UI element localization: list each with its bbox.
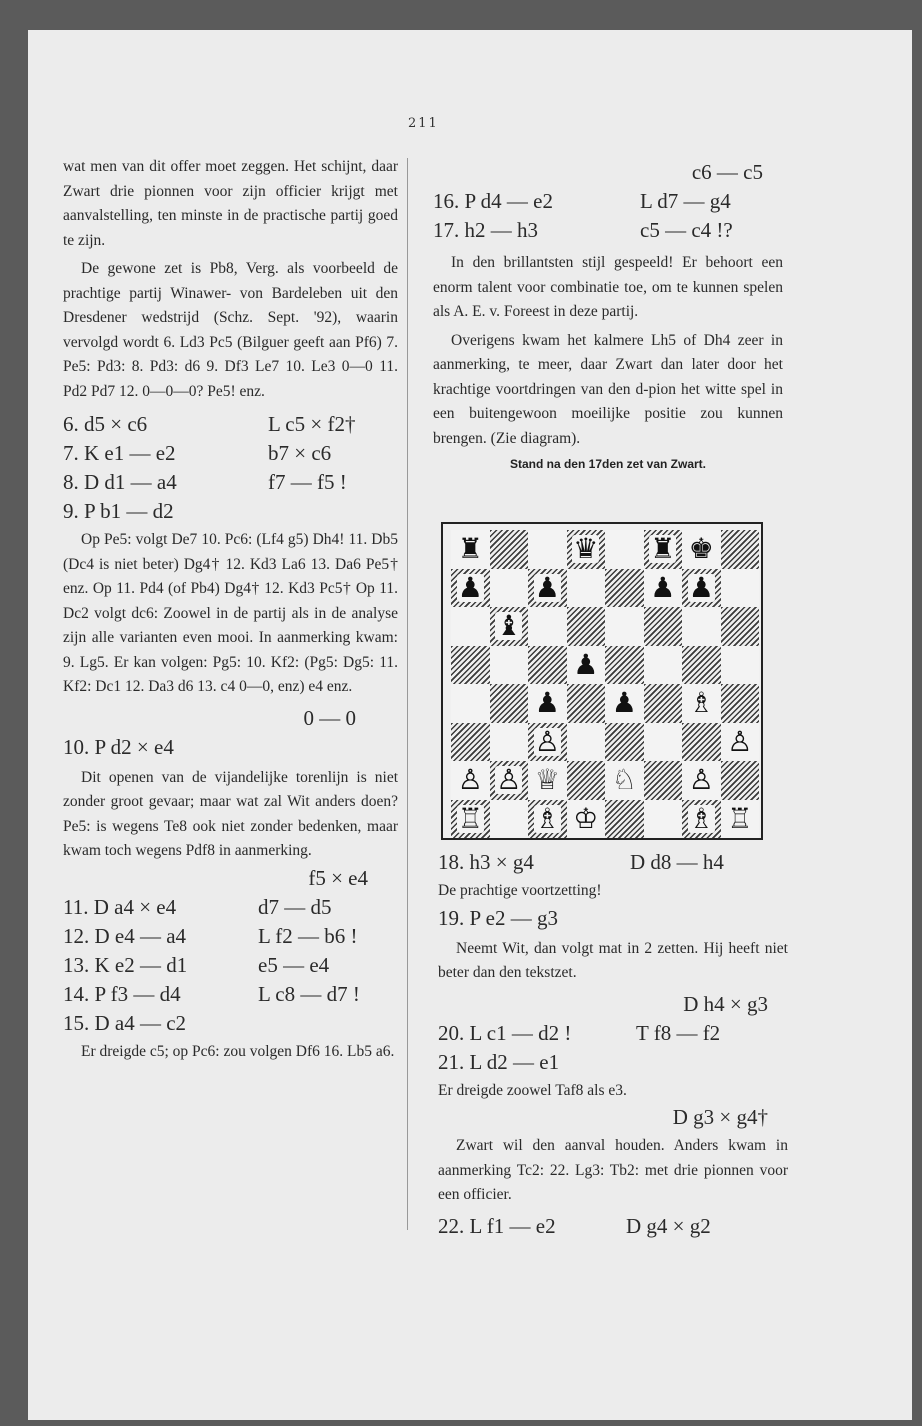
move-black: L c8 — d7 ! <box>258 981 360 1006</box>
board-square <box>528 646 567 685</box>
board-square <box>490 530 529 569</box>
white-king-icon: ♔ <box>573 801 599 835</box>
move-black: D g3 × g4† <box>672 1105 768 1129</box>
board-square <box>451 607 490 646</box>
diagram-title: Stand na den 17den zet van Zwart. <box>509 457 707 471</box>
black-pawn-icon: ♟ <box>611 686 637 720</box>
move-black: f5 × e4 <box>308 865 368 890</box>
black-queen-icon: ♛ <box>573 532 599 566</box>
move-black: D g4 × g2 <box>626 1213 711 1238</box>
move-white: 22. L f1 — e2 <box>438 1213 556 1238</box>
move-row <box>63 439 398 468</box>
black-pawn-icon: ♟ <box>457 570 483 604</box>
board-square <box>490 646 529 685</box>
board-square <box>528 800 567 839</box>
page-number: 211 <box>408 116 439 131</box>
board-square <box>451 530 490 569</box>
board-square <box>644 530 683 569</box>
board-square <box>451 684 490 723</box>
move-list <box>63 893 398 1038</box>
move-black: D h4 × g3 <box>683 991 768 1016</box>
move-white: 6. d5 × c6 <box>63 412 148 436</box>
board-square <box>605 569 644 608</box>
move-black: L f2 — b6 ! <box>258 923 358 948</box>
board-square <box>528 530 567 569</box>
black-rook-icon: ♜ <box>650 532 676 566</box>
move-row <box>63 410 398 439</box>
move-row <box>433 216 783 245</box>
column-divider <box>407 158 408 1230</box>
board-square <box>567 723 606 762</box>
paragraph: Zwart wil den aanval houden. Anders kwam in aanmerking Tc2: 22. Lg3: Tb2: met drie pionnen voor een officier. <box>438 1137 788 1203</box>
move-row <box>63 468 398 497</box>
move-white: 9. P b1 — d2 <box>63 499 174 523</box>
move-row <box>438 1019 788 1048</box>
white-knight-icon: ♘ <box>611 763 637 797</box>
move-black: b7 × c6 <box>268 441 332 465</box>
black-king-icon: ♚ <box>688 532 714 566</box>
board-square <box>721 607 760 646</box>
board-square <box>721 684 760 723</box>
black-pawn-icon: ♟ <box>650 570 676 604</box>
board-square <box>644 569 683 608</box>
move-row <box>63 893 398 922</box>
paragraph: De prachtige voortzetting! <box>438 882 602 899</box>
white-rook-icon: ♖ <box>457 801 483 835</box>
move-black: e5 — e4 <box>258 952 330 977</box>
move-list <box>63 410 398 526</box>
move-black: c6 — c5 <box>691 160 763 184</box>
board-square <box>451 646 490 685</box>
board-square <box>490 684 529 723</box>
board-square <box>682 646 721 685</box>
paragraph: In den brillantsten stijl gespeeld! Er behoort een enorm talent voor combinatie toe, om te kunnen spelen als A. E. v. Foreest in deze partij. <box>433 254 783 320</box>
black-pawn-icon: ♟ <box>534 686 560 720</box>
white-pawn-icon: ♙ <box>534 724 560 758</box>
black-bishop-icon: ♝ <box>496 609 522 643</box>
board-square <box>682 761 721 800</box>
board-square <box>721 646 760 685</box>
board-square <box>605 761 644 800</box>
board-square <box>682 723 721 762</box>
board-square <box>644 646 683 685</box>
black-pawn-icon: ♟ <box>534 570 560 604</box>
board-square <box>605 530 644 569</box>
white-bishop-icon: ♗ <box>688 686 714 720</box>
board-square <box>451 569 490 608</box>
board-square <box>682 530 721 569</box>
board-square <box>451 761 490 800</box>
board-square <box>721 800 760 839</box>
board-square <box>682 800 721 839</box>
white-pawn-icon: ♙ <box>496 763 522 797</box>
move-white: 16. P d4 — e2 <box>433 189 553 213</box>
board-square <box>682 607 721 646</box>
right-column-lower <box>438 848 788 1241</box>
move-white: 8. D d1 — a4 <box>63 470 177 494</box>
move-black: f7 — f5 ! <box>268 470 347 494</box>
board-square <box>451 723 490 762</box>
board-square <box>567 800 606 839</box>
move-white: 19. P e2 — g3 <box>438 905 558 930</box>
move-black: L c5 × f2† <box>268 412 356 436</box>
paragraph: wat men van dit offer moet zeggen. Het schijnt, daar Zwart drie pionnen voor zijn officier krijgt met aanvalstelling, ten minste in de practische partij goed te zijn. <box>63 158 398 249</box>
paragraph: Dit openen van de vijandelijke torenlijn is niet zonder groot gevaar; maar wat zal Wit anders doen? Pe5: is wegens Te8 ook niet zonder bedenken, maar kwam toch wegens Pdf8 in aanmerking. <box>63 768 398 859</box>
move-row <box>438 1212 788 1241</box>
right-column <box>433 158 783 471</box>
paragraph: Neemt Wit, dan volgt mat in 2 zetten. Hij heeft niet beter dan den tekstzet. <box>438 939 788 981</box>
paragraph: Overigens kwam het kalmere Lh5 of Dh4 zeer in aanmerking, te meer, daar Zwart dan later door het krachtige voortdringen van den d-pion het witte spel in een buitengewoon moeilijke positie zou kunnen brengen. (Zie diagram). <box>433 331 783 447</box>
board-square <box>644 684 683 723</box>
move-black: L d7 — g4 <box>640 189 731 213</box>
move-white: 7. K e1 — e2 <box>63 441 176 465</box>
move-white: 10. P d2 × e4 <box>63 734 174 759</box>
board-square <box>567 607 606 646</box>
board-square <box>567 569 606 608</box>
board-square <box>567 684 606 723</box>
move-row <box>438 848 788 877</box>
board-square <box>528 607 567 646</box>
move-row <box>63 497 398 526</box>
move-white: 15. D a4 — c2 <box>63 1010 187 1035</box>
board-square <box>644 800 683 839</box>
white-pawn-icon: ♙ <box>457 763 483 797</box>
board-square <box>605 684 644 723</box>
board-square <box>682 569 721 608</box>
white-rook-icon: ♖ <box>727 801 753 835</box>
move-white: 21. L d2 — e1 <box>438 1049 560 1074</box>
chess-diagram <box>441 522 763 840</box>
black-pawn-icon: ♟ <box>688 570 714 604</box>
move-white: 17. h2 — h3 <box>433 218 538 242</box>
white-queen-icon: ♕ <box>534 763 560 797</box>
move-white: 12. D e4 — a4 <box>63 923 187 948</box>
board-square <box>567 646 606 685</box>
board-square <box>528 761 567 800</box>
move-white: 11. D a4 × e4 <box>63 894 177 919</box>
board-square <box>490 607 529 646</box>
move-black: T f8 — f2 <box>636 1020 721 1045</box>
board-square <box>567 761 606 800</box>
board-square <box>721 723 760 762</box>
white-bishop-icon: ♗ <box>534 801 560 835</box>
board-square <box>528 569 567 608</box>
move-white: 14. P f3 — d4 <box>63 981 181 1006</box>
board-square <box>644 607 683 646</box>
move-black: 0 — 0 <box>303 705 356 730</box>
paragraph: Er dreigde c5; op Pc6: zou volgen Df6 16. Lb5 a6. <box>81 1042 395 1060</box>
board-square <box>528 723 567 762</box>
move-row <box>63 922 398 951</box>
left-column <box>63 155 398 1064</box>
move-row <box>433 187 783 216</box>
move-row <box>63 1009 398 1038</box>
board-square <box>490 761 529 800</box>
move-black: d7 — d5 <box>258 894 332 919</box>
move-white: 13. K e2 — d1 <box>63 952 188 977</box>
board-square <box>605 800 644 839</box>
move-black: D d8 — h4 <box>630 850 724 874</box>
board-square <box>490 800 529 839</box>
paragraph: Er dreigde zoowel Taf8 als e3. <box>438 1081 627 1099</box>
move-black: c5 — c4 !? <box>640 218 733 242</box>
move-list <box>433 187 783 245</box>
move-white: 20. L c1 — d2 ! <box>438 1020 572 1045</box>
board-square <box>721 761 760 800</box>
board-square <box>490 723 529 762</box>
board-square <box>644 723 683 762</box>
board-square <box>605 607 644 646</box>
paragraph: De gewone zet is Pb8, Verg. als voorbeeld de prachtige partij Winawer- von Bardeleben uit den Dresdener wedstrijd (Schz. Sept. '92), waarin vervolgd wordt 6. Ld3 Pc5 (Bilguer geeft aan Pf6) 7. Pe5: Pd3: 8. Pd3: d6 9. Df3 Le7 10. Le3 0—0 11. Pd2 Pd7 12. 0—0—0? Pe5! enz. <box>63 260 398 400</box>
board-square <box>644 761 683 800</box>
move-row <box>438 1048 788 1077</box>
white-pawn-icon: ♙ <box>727 724 753 758</box>
paragraph: Op Pe5: volgt De7 10. Pc6: (Lf4 g5) Dh4! 11. Db5 (Dc4 is niet beter) Dg4† 12. Kd3 La6 13. Da6 Pe5† enz. Op 11. Pd4 (of Pb4) Dg4† 12. Kd3 Pc5† Op 11. Dc2 volgt dc6: Zoowel in de partij als in de analyse zijn alle varianten even mooi. In aanmerking kwam: 9. Lg5. Er kan volgen: Pg5: 10. Kf2: (Pg5: Dg5: 11. Kf2: Dc1 12. Da3 d6 13. c4 0—0, enz) e4 enz. <box>63 531 398 695</box>
black-rook-icon: ♜ <box>457 532 483 566</box>
move-row <box>63 951 398 980</box>
board-square <box>721 569 760 608</box>
board-square <box>605 646 644 685</box>
board-square <box>528 684 567 723</box>
board-square <box>682 684 721 723</box>
black-pawn-icon: ♟ <box>573 647 599 681</box>
board-square <box>721 530 760 569</box>
board-square <box>567 530 606 569</box>
move-white: 18. h3 × g4 <box>438 850 534 874</box>
white-bishop-icon: ♗ <box>688 801 714 835</box>
move-list <box>438 1019 788 1077</box>
move-row <box>63 980 398 1009</box>
board-square <box>490 569 529 608</box>
white-pawn-icon: ♙ <box>688 763 714 797</box>
board-square <box>451 800 490 839</box>
board-square <box>605 723 644 762</box>
